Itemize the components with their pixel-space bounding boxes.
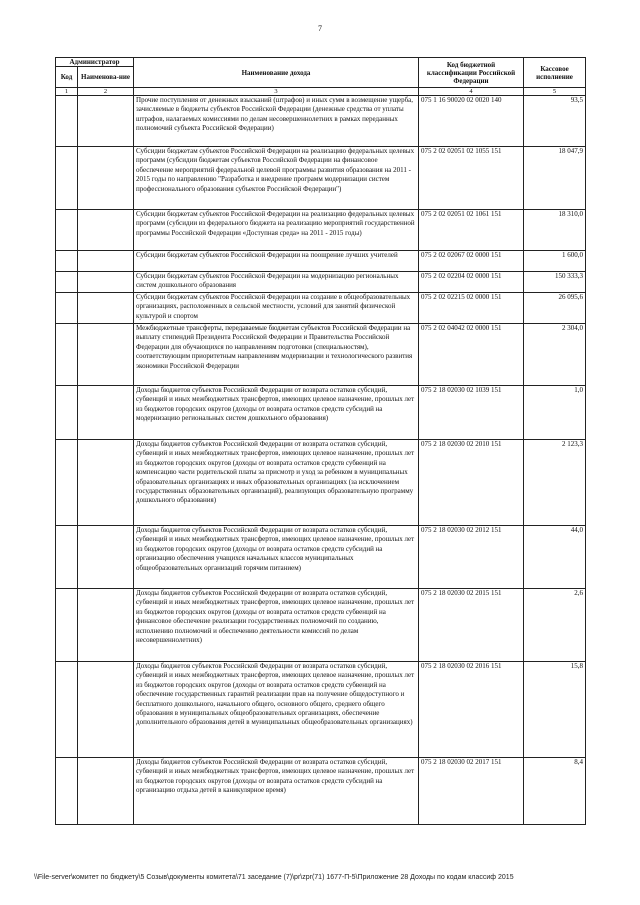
admin-code-header: Код [56,67,78,88]
admin-code-cell [56,324,78,386]
income-name-cell: Доходы бюджетов субъектов Российской Федерации от возврата остатков субсидий, субвенций и иных межбюджетных трансфертов, имеющих целевое назначение, прошлых лет из бюджетов городских округов (доходы от возврата остатков средств субвенций на компенсацию части родительской платы за присмотр и уход за ребенком в муниципальных образовательных организациях и иных образовательных организациях (за исключением государственных образовательных организаций), реализующих образовательную программу дошкольного образования) [134,440,419,526]
admin-code-cell [56,96,78,147]
income-name-cell: Субсидии бюджетам субъектов Российской Федерации на поощрение лучших учителей [134,251,419,272]
admin-code-cell [56,272,78,293]
table-row [56,589,586,662]
admin-name-cell [78,96,134,147]
column-number: 1 [56,88,78,96]
admin-code-cell [56,293,78,324]
admin-name-cell [78,758,134,825]
admin-name-cell [78,440,134,526]
amount-cell: 2,6 [524,589,586,662]
budget-code-cell: 075 2 02 02067 02 0000 151 [419,251,524,272]
column-number: 5 [524,88,586,96]
admin-code-cell [56,758,78,825]
table-row [56,272,586,293]
budget-code-cell: 075 2 18 02030 02 2017 151 [419,758,524,825]
income-name-cell: Субсидии бюджетам субъектов Российской Федерации на модернизацию региональных систем дошкольного образования [134,272,419,293]
budget-code-cell: 075 2 02 04042 02 0000 151 [419,324,524,386]
income-name-cell: Доходы бюджетов субъектов Российской Федерации от возврата остатков субсидий, субвенций и иных межбюджетных трансфертов, имеющих целевое назначение, прошлых лет из бюджетов городских округов (доходы от возврата остатков средств субвенций на обеспечение государственных гарантий реализации прав на получение общедоступного и бесплатного дошкольного, начального общего, основного общего, среднего общего образования в муниципальных общеобразовательных организациях, обеспечение дополнительного образования детей в муниципальных общеобразовательных организациях) [134,662,419,758]
budget-code-cell: 075 2 18 02030 02 2016 151 [419,662,524,758]
amount-cell: 18 047,9 [524,147,586,210]
admin-code-cell [56,386,78,440]
income-name-cell: Субсидии бюджетам субъектов Российской Федерации на создание в общеобразовательных организациях, расположенных в сельской местности, условий для занятий физической культурой и спортом [134,293,419,324]
budget-code-header: Код бюджетной классификации Российской Федерации [419,58,524,88]
admin-name-cell [78,210,134,251]
column-number: 4 [419,88,524,96]
table-row [56,324,586,386]
admin-name-cell [78,662,134,758]
page-number: 7 [318,24,322,33]
admin-code-cell [56,210,78,251]
budget-code-cell: 075 1 16 90020 02 0020 140 [419,96,524,147]
amount-cell: 26 095,6 [524,293,586,324]
admin-name-cell [78,526,134,589]
admin-code-cell [56,147,78,210]
admin-name-cell [78,251,134,272]
budget-code-cell: 075 2 02 02204 02 0000 151 [419,272,524,293]
admin-name-header: Наименова-ние [78,67,134,88]
table-row [56,662,586,758]
income-table [55,57,586,825]
table-row [56,758,586,825]
income-name-cell: Доходы бюджетов субъектов Российской Федерации от возврата остатков субсидий, субвенций и иных межбюджетных трансфертов, имеющих целевое назначение, прошлых лет из бюджетов городских округов (доходы от возврата остатков средств субвенций на финансовое обеспечение реализации государственных полномочий по созданию, исполнению полномочий и обеспечению деятельности комиссий по делам несовершеннолетних) [134,589,419,662]
amount-cell: 2 123,3 [524,440,586,526]
budget-code-cell: 075 2 02 02051 02 1061 151 [419,210,524,251]
budget-code-cell: 075 2 18 02030 02 1039 151 [419,386,524,440]
budget-code-cell: 075 2 02 02215 02 0000 151 [419,293,524,324]
amount-cell: 8,4 [524,758,586,825]
amount-cell: 150 333,3 [524,272,586,293]
table-row [56,96,586,147]
admin-name-cell [78,293,134,324]
amount-cell: 44,0 [524,526,586,589]
income-name-cell: Доходы бюджетов субъектов Российской Федерации от возврата остатков субсидий, субвенций и иных межбюджетных трансфертов, имеющих целевое назначение, прошлых лет из бюджетов городских округов (доходы от возврата остатков средств субсидий на организацию обеспечения учащихся начальных классов муниципальных общеобразовательных организаций горячим питанием) [134,526,419,589]
table-row [56,293,586,324]
table-row [56,526,586,589]
table-row [56,147,586,210]
table-row [56,386,586,440]
amount-cell: 15,8 [524,662,586,758]
cash-execution-header: Кассовое исполнение [524,58,586,88]
income-name-cell: Межбюджетные трансферты, передаваемые бюджетам субъектов Российской Федерации на выплату стипендий Президента Российской Федерации и Правительства Российской Федерации для обучающихся по направлениям подготовки (специальностям), соответствующим приоритетным направлениям модернизации и технологического развития экономики Российской Федерации [134,324,419,386]
admin-name-cell [78,386,134,440]
table-row [56,251,586,272]
income-name-header: Наименование дохода [134,58,419,88]
budget-code-cell: 075 2 18 02030 02 2010 151 [419,440,524,526]
amount-cell: 18 310,0 [524,210,586,251]
admin-code-cell [56,251,78,272]
budget-code-cell: 075 2 18 02030 02 2015 151 [419,589,524,662]
admin-name-cell [78,147,134,210]
admin-name-cell [78,272,134,293]
income-name-cell: Прочие поступления от денежных взысканий (штрафов) и иных сумм в возмещение ущерба, зачисляемые в бюджеты субъектов Российской Федерации (денежные средства от уплаты штрафов, налагаемых комиссиями по делам несовершеннолетних в рамках переданных полномочий субъекта Российской Федерации) [134,96,419,147]
admin-code-cell [56,589,78,662]
income-name-cell: Доходы бюджетов субъектов Российской Федерации от возврата остатков субсидий, субвенций и иных межбюджетных трансфертов, имеющих целевое назначение, прошлых лет из бюджетов городских округов (доходы от возврата остатков средств субсидий на организацию отдыха детей в каникулярное время) [134,758,419,825]
table-row [56,440,586,526]
budget-code-cell: 075 2 18 02030 02 2012 151 [419,526,524,589]
amount-cell: 2 304,0 [524,324,586,386]
admin-name-cell [78,589,134,662]
column-number: 3 [134,88,419,96]
budget-code-cell: 075 2 02 02051 02 1055 151 [419,147,524,210]
file-path-footer: \\File-server\комитет по бюджету\5 Созыв\документы комитета\71 заседание (7)\pr\zpr(71) 1677-П-5\Приложение 28 Доходы по кодам классиф 2015 [34,874,514,881]
table-row [56,210,586,251]
admin-name-cell [78,324,134,386]
income-name-cell: Субсидии бюджетам субъектов Российской Федерации на реализацию федеральных целевых программ (субсидии бюджетам субъектов Российской Федерации на финансовое обеспечение мероприятий федеральной целевой программы развития образования на 2011 - 2015 годы по направлению "Разработка и внедрение программ модернизации систем профессионального образования субъектов Российской Федерации") [134,147,419,210]
admin-code-cell [56,662,78,758]
admin-code-cell [56,440,78,526]
column-number: 2 [78,88,134,96]
administrator-header: Администратор [56,58,134,67]
income-name-cell: Доходы бюджетов субъектов Российской Федерации от возврата остатков субсидий, субвенций и иных межбюджетных трансфертов, имеющих целевое назначение, прошлых лет из бюджетов городских округов (доходы от возврата остатков средств субсидий на модернизацию региональных систем дошкольного образования) [134,386,419,440]
admin-code-cell [56,526,78,589]
amount-cell: 1,0 [524,386,586,440]
income-name-cell: Субсидии бюджетам субъектов Российской Федерации на реализацию федеральных целевых программ (субсидии из федерального бюджета на реализацию мероприятий государственной программы Российской Федерации «Доступная среда» на 2011 - 2015 годы) [134,210,419,251]
amount-cell: 1 600,0 [524,251,586,272]
amount-cell: 93,5 [524,96,586,147]
